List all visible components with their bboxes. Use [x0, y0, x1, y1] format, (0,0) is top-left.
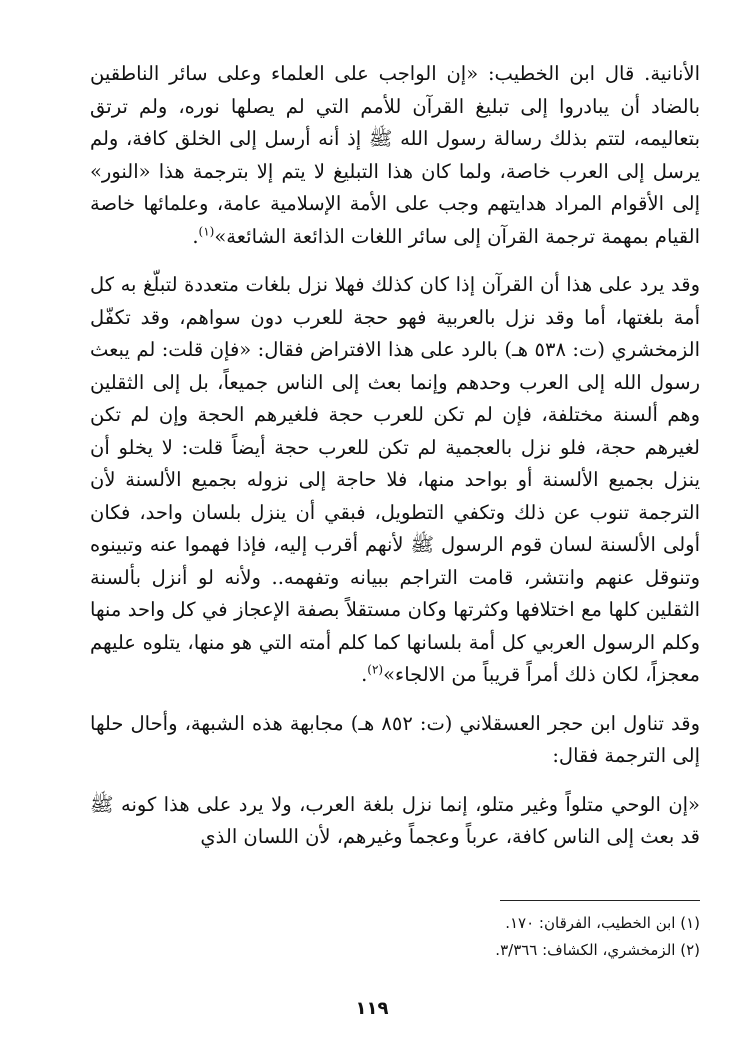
footnote-1: (١) ابن الخطيب، الفرقان: ١٧٠. [505, 914, 700, 932]
paragraph-4: «إن الوحي متلواً وغير متلو، إنما نزل بلغة العرب، ولا يرد على هذا كونه ﷺ قد بعث إلى الناس كافة، عرباً وعجماً وغيرهم، لأن اللسان الذي [90, 792, 700, 848]
paragraph-2-text: وقد يرد على هذا أن القرآن إذا كان كذلك فهلا نزل بلغات متعددة لتبلّغ به كل أمة بلغتها، أما وقد نزل بالعربية فهو حجة للعرب دون سواهم، وقد تكفّل الزمخشري (ت: ٥٣٨ هـ) بالرد على هذا الافتراض فقال: «فإن قلت: لم يبعث رسول الله إلى العرب وحدهم وإنما بعث إلى الناس جميعاً، بل إلى الثقلين وهم ألسنة مختلفة، فإن لم تكن للعرب حجة فلغيرهم الحجة وإن لم تكن لغيرهم حجة، فلو نزل بالعجمية لم تكن للعرب حجة أيضاً قلت: لا يخلو أن ينزل بجميع الألسنة أو بواحد منها، فلا حاجة إلى نزوله بجميع الألسنة لأن الترجمة تنوب عن ذلك وتكفي التطويل، فبقي أن ينزل بلسان واحد، فكان أولى الألسنة لسان قوم الرسول ﷺ لأنهم أقرب إليه، فإذا فهموا عنه وتبينوه وتنوقل عنهم وانتشر، قامت التراجم ببيانه وتفهمه.. ولأنه لو أنزل بألسنة الثقلين كلها مع اختلافها وكثرتها وكان مستقلاً بصفة الإعجاز في كل واحد منها وكلم الرسول العربي كل أمة بلسانها كما كلم أمته التي هو منها، يتلوه عليهم معجزاً، لكان ذلك أمراً قريباً من الالجاء» [90, 273, 700, 686]
footnote-ref-2: (٢) [367, 662, 384, 677]
footnote-divider [500, 900, 700, 901]
paragraph-1-text: الأنانية. قال ابن الخطيب: «إن الواجب على العلماء وعلى سائر الناطقين بالضاد أن يبادروا إلى تبليغ القرآن للأمم التي لم يصلها نوره، ولم ترتق بتعاليمه، لتتم بذلك رسالة رسول الله ﷺ إذ أنه أرسل إلى الخلق كافة، ولم يرسل إلى العرب خاصة، ولما كان هذا التبليغ لا يتم إلا بترجمة هذا «النور» إلى الأقوام المراد هدايتهم وجب على الأمة الإسلامية عامة، وعلمائها خاصة القيام بمهمة ترجمة القرآن إلى سائر اللغات الذائعة الشائعة» [90, 62, 700, 248]
page-number: ١١٩ [355, 998, 389, 1019]
footnote-2: (٢) الزمخشري، الكشاف: ٣/٣٦٦. [495, 941, 700, 959]
main-text [90, 58, 700, 854]
footnote-ref-1: (١) [198, 224, 215, 238]
footnotes [100, 910, 700, 964]
paragraph-1: الأنانية. قال ابن الخطيب: «إن الواجب على العلماء وعلى سائر الناطقين بالضاد أن يبادروا إلى تبليغ القرآن للأمم التي لم يصلها نوره، ولم ترتق بتعاليمه، لتتم بذلك رسالة رسول الله ﷺ إذ أنه أرسل إلى الخلق كافة، ولم يرسل إلى العرب خاصة، ولما كان هذا التبليغ لا يتم إلا بترجمة هذا «النور» إلى الأقوام المراد هدايتهم وجب على الأمة الإسلامية عامة، وعلمائها خاصة القيام بمهمة ترجمة القرآن إلى سائر اللغات الذائعة الشائعة»$^{(١)}$. [90, 62, 700, 248]
paragraph-2: وقد يرد على هذا أن القرآن إذا كان كذلك فهلا نزل بلغات متعددة لتبلّغ به كل أمة بلغتها، أما وقد نزل بالعربية فهو حجة للعرب دون سواهم، وقد تكفّل الزمخشري (ت: ٥٣٨ هـ) بالرد على هذا الافتراض فقال: «فإن قلت: لم يبعث رسول الله إلى العرب وحدهم وإنما بعث إلى الناس جميعاً، بل إلى الثقلين وهم ألسنة مختلفة، فإن لم تكن للعرب حجة فلغيرهم الحجة وإن لم تكن لغيرهم حجة، فلو نزل بالعجمية لم تكن للعرب حجة أيضاً قلت: لا يخلو أن ينزل بجميع الألسنة أو بواحد منها، فلا حاجة إلى نزوله بجميع الألسنة لأن الترجمة تنوب عن ذلك وتكفي التطويل، فبقي أن ينزل بلسان واحد، فكان أولى الألسنة لسان قوم الرسول ﷺ لأنهم أقرب إليه، فإذا فهموا عنه وتبينوه وتنوقل عنهم وانتشر، قامت التراجم ببيانه وتفهمه.. ولأنه لو أنزل بألسنة الثقلين كلها مع اختلافها وكثرتها وكان مستقلاً بصفة الإعجاز في كل واحد منها وكلم الرسول العربي كل أمة بلسانها كما كلم أمته التي هو منها، يتلوه عليهم معجزاً، لكان ذلك أمراً قريباً من الالجاء»$^{(٢)}$. [90, 273, 700, 686]
paragraph-3: وقد تناول ابن حجر العسقلاني (ت: ٨٥٢ هـ) مجابهة هذه الشبهة، وأحال حلها إلى الترجمة فقال: [90, 711, 700, 767]
